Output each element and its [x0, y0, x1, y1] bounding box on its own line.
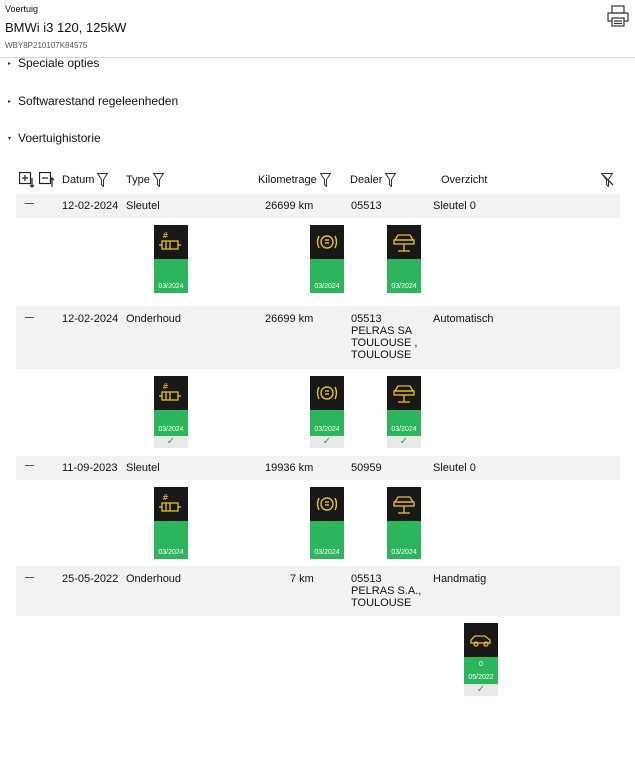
service-tile-battery[interactable]	[154, 225, 188, 293]
collapse-all-icon[interactable]	[39, 170, 55, 190]
column-type-label: Type	[126, 174, 150, 186]
cell-overzicht: Sleutel 0	[433, 462, 476, 474]
service-tile-vehicle-check[interactable]	[387, 376, 421, 448]
cell-dealer	[351, 313, 417, 361]
caret-right-icon: ▸	[8, 98, 12, 105]
cell-overzicht: Sleutel 0	[433, 200, 476, 212]
cell-km: 26699 km	[265, 313, 314, 325]
column-kilometrage[interactable]	[258, 170, 331, 190]
cell-overzicht: Handmatig	[433, 573, 487, 585]
dealer-line: TOULOUSE	[351, 597, 412, 609]
cell-dealer: 05513	[351, 200, 382, 212]
collapse-row-icon[interactable]	[25, 203, 34, 204]
service-tile-brake[interactable]	[310, 487, 344, 559]
cell-datum: 12-02-2024	[62, 313, 119, 325]
tile-date: 03/2024	[391, 549, 417, 556]
cell-type: Onderhoud	[126, 313, 182, 325]
section-label: Softwarestand regeleenheden	[18, 94, 179, 108]
brake-service-icon	[314, 492, 340, 516]
cell-overzicht: Automatisch	[433, 313, 494, 325]
svg-text:#: #	[162, 493, 169, 502]
battery-service-icon	[158, 492, 184, 516]
dealer-line: TOULOUSE ,	[351, 337, 418, 349]
caret-down-icon: ▾	[8, 135, 12, 142]
check-icon: ✓	[154, 436, 188, 448]
service-tile-car-service[interactable]	[464, 623, 498, 696]
section-label: Speciale opties	[18, 56, 100, 70]
service-tile-battery[interactable]	[154, 487, 188, 559]
tile-date: 03/2024	[314, 426, 340, 433]
svg-text:#: #	[162, 231, 169, 240]
filter-icon[interactable]	[320, 173, 331, 187]
tile-date: 03/2024	[158, 283, 184, 290]
section-softwarestand[interactable]	[8, 94, 178, 108]
cell-dealer	[351, 573, 421, 609]
vehicle-title: BMWi i3 120, 125kW	[5, 20, 127, 35]
caret-right-icon: ▸	[8, 60, 12, 67]
tile-date: 05/2022	[468, 674, 494, 681]
filter-icon[interactable]	[385, 173, 396, 187]
column-overzicht-label: Overzicht	[441, 174, 488, 186]
column-overzicht[interactable]	[441, 170, 487, 190]
car-service-icon	[468, 630, 494, 650]
table-row[interactable]	[16, 566, 620, 616]
clear-filter-icon[interactable]	[601, 170, 615, 190]
table-row[interactable]	[16, 194, 620, 218]
tile-date: 03/2024	[314, 283, 340, 290]
service-tile-vehicle-check[interactable]	[387, 487, 421, 559]
section-speciale-opties[interactable]	[8, 56, 99, 70]
cell-type: Sleutel	[126, 200, 160, 212]
svg-text:#: #	[162, 382, 169, 391]
filter-icon[interactable]	[153, 173, 164, 187]
cell-km: 19936 km	[265, 462, 314, 474]
service-tile-brake[interactable]	[310, 376, 344, 448]
battery-service-icon	[158, 381, 184, 405]
tile-date: 03/2024	[391, 283, 417, 290]
brake-service-icon	[314, 381, 340, 405]
cell-dealer: 50959	[351, 462, 382, 474]
vehicle-vin: WBY8P210107K84575	[5, 41, 88, 50]
collapse-row-icon[interactable]	[25, 577, 34, 578]
cell-km: 26699 km	[265, 200, 314, 212]
printer-icon[interactable]	[606, 5, 630, 27]
tile-value: 0	[479, 661, 483, 668]
column-datum-label: Datum	[62, 174, 95, 186]
service-tile-brake[interactable]	[310, 225, 344, 293]
column-datum[interactable]	[62, 170, 108, 190]
collapse-row-icon[interactable]	[25, 465, 34, 466]
table-row[interactable]	[16, 306, 620, 369]
check-icon: ✓	[387, 436, 421, 448]
tile-date: 03/2024	[158, 426, 184, 433]
table-header	[0, 170, 635, 190]
cell-km: 7 km	[290, 573, 314, 585]
tile-date: 03/2024	[158, 549, 184, 556]
cell-datum: 11-09-2023	[62, 462, 118, 474]
dealer-line: PELRAS SA	[351, 325, 413, 337]
vehicle-label: Voertuig	[5, 4, 39, 14]
column-kilometrage-label: Kilometrage	[258, 174, 317, 186]
check-icon: ✓	[310, 436, 344, 448]
table-row[interactable]	[16, 456, 620, 480]
vehicle-check-icon	[391, 230, 417, 254]
dealer-line: 05513	[351, 573, 382, 585]
dealer-line: 05513	[351, 313, 382, 325]
cell-type: Onderhoud	[126, 573, 182, 585]
column-dealer-label: Dealer	[350, 174, 383, 186]
dealer-line: TOULOUSE	[351, 349, 412, 361]
service-tile-battery[interactable]	[154, 376, 188, 448]
collapse-row-icon[interactable]	[25, 317, 34, 318]
column-type[interactable]	[126, 170, 164, 190]
section-label: Voertuighistorie	[18, 131, 101, 145]
cell-type: Sleutel	[126, 462, 160, 474]
expand-all-icon[interactable]	[19, 170, 35, 190]
battery-service-icon	[158, 230, 184, 254]
section-voertuighistorie[interactable]	[8, 131, 101, 145]
tile-date: 03/2024	[391, 426, 417, 433]
cell-datum: 12-02-2024	[62, 200, 119, 212]
tile-date: 03/2024	[314, 549, 340, 556]
filter-icon[interactable]	[97, 173, 108, 187]
dealer-line: PELRAS S.A.,	[351, 585, 422, 597]
cell-datum: 25-05-2022	[62, 573, 119, 585]
brake-service-icon	[314, 230, 340, 254]
vehicle-check-icon	[391, 381, 417, 405]
check-icon: ✓	[464, 684, 498, 696]
column-dealer[interactable]	[350, 170, 396, 190]
vehicle-check-icon	[391, 492, 417, 516]
service-tile-vehicle-check[interactable]	[387, 225, 421, 293]
